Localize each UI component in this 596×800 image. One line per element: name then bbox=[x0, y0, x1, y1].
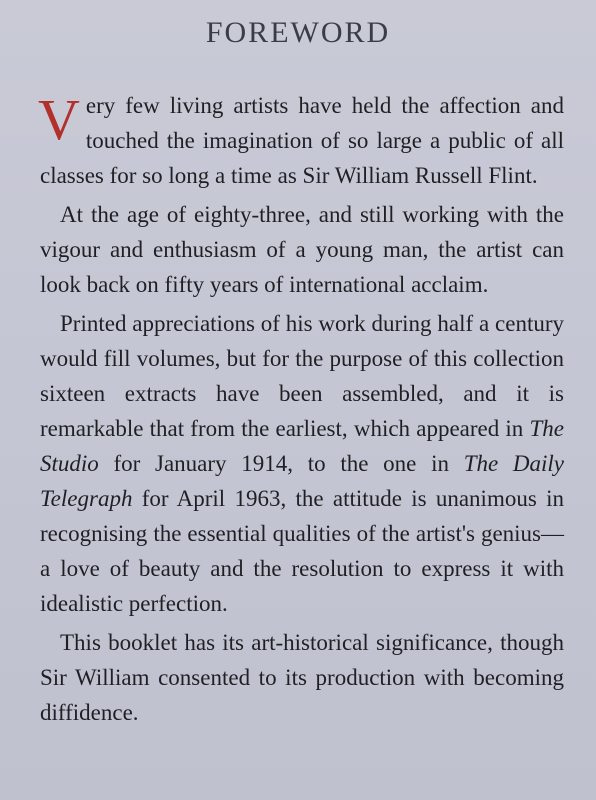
page-title: FOREWORD bbox=[205, 16, 391, 49]
drop-cap: V bbox=[38, 87, 80, 152]
paragraph-3-text-c: for April 1963, the attitude is unanimous in recognising the essential qualities of the artist's genius—a love of beauty and the resolution to express it with idealistic perfection. bbox=[40, 486, 564, 616]
publication-title-telegraph: The Daily Telegraph bbox=[40, 451, 564, 511]
paragraph-3-text-a: Printed appreciations of his work during half a century would fill volumes, but for the purpose of this collection sixteen extracts have been assembled, and it is remarkable that from the earliest, which appeared in bbox=[40, 311, 564, 441]
paragraph-3-text-b: for January 1914, to the one in bbox=[98, 451, 464, 476]
paragraph-2 bbox=[40, 197, 564, 302]
paragraph-2-text: At the age of eighty-three, and still working with the vigour and enthusiasm of a young man, the artist can look back on fifty years of international acclaim. bbox=[40, 202, 564, 297]
paragraph-3 bbox=[40, 306, 564, 621]
publication-title-studio: The Studio bbox=[40, 416, 564, 476]
paragraph-1-text: ery few living artists have held the affection and touched the imagination of so large a public of all classes for so long a time as Sir William Russell Flint. bbox=[40, 93, 564, 188]
paragraph-4 bbox=[40, 625, 564, 730]
foreword-body bbox=[40, 88, 564, 734]
paragraph-1 bbox=[40, 88, 564, 193]
paragraph-4-text: This booklet has its art-historical significance, though Sir William consented to its production with becoming diffidence. bbox=[40, 630, 564, 725]
